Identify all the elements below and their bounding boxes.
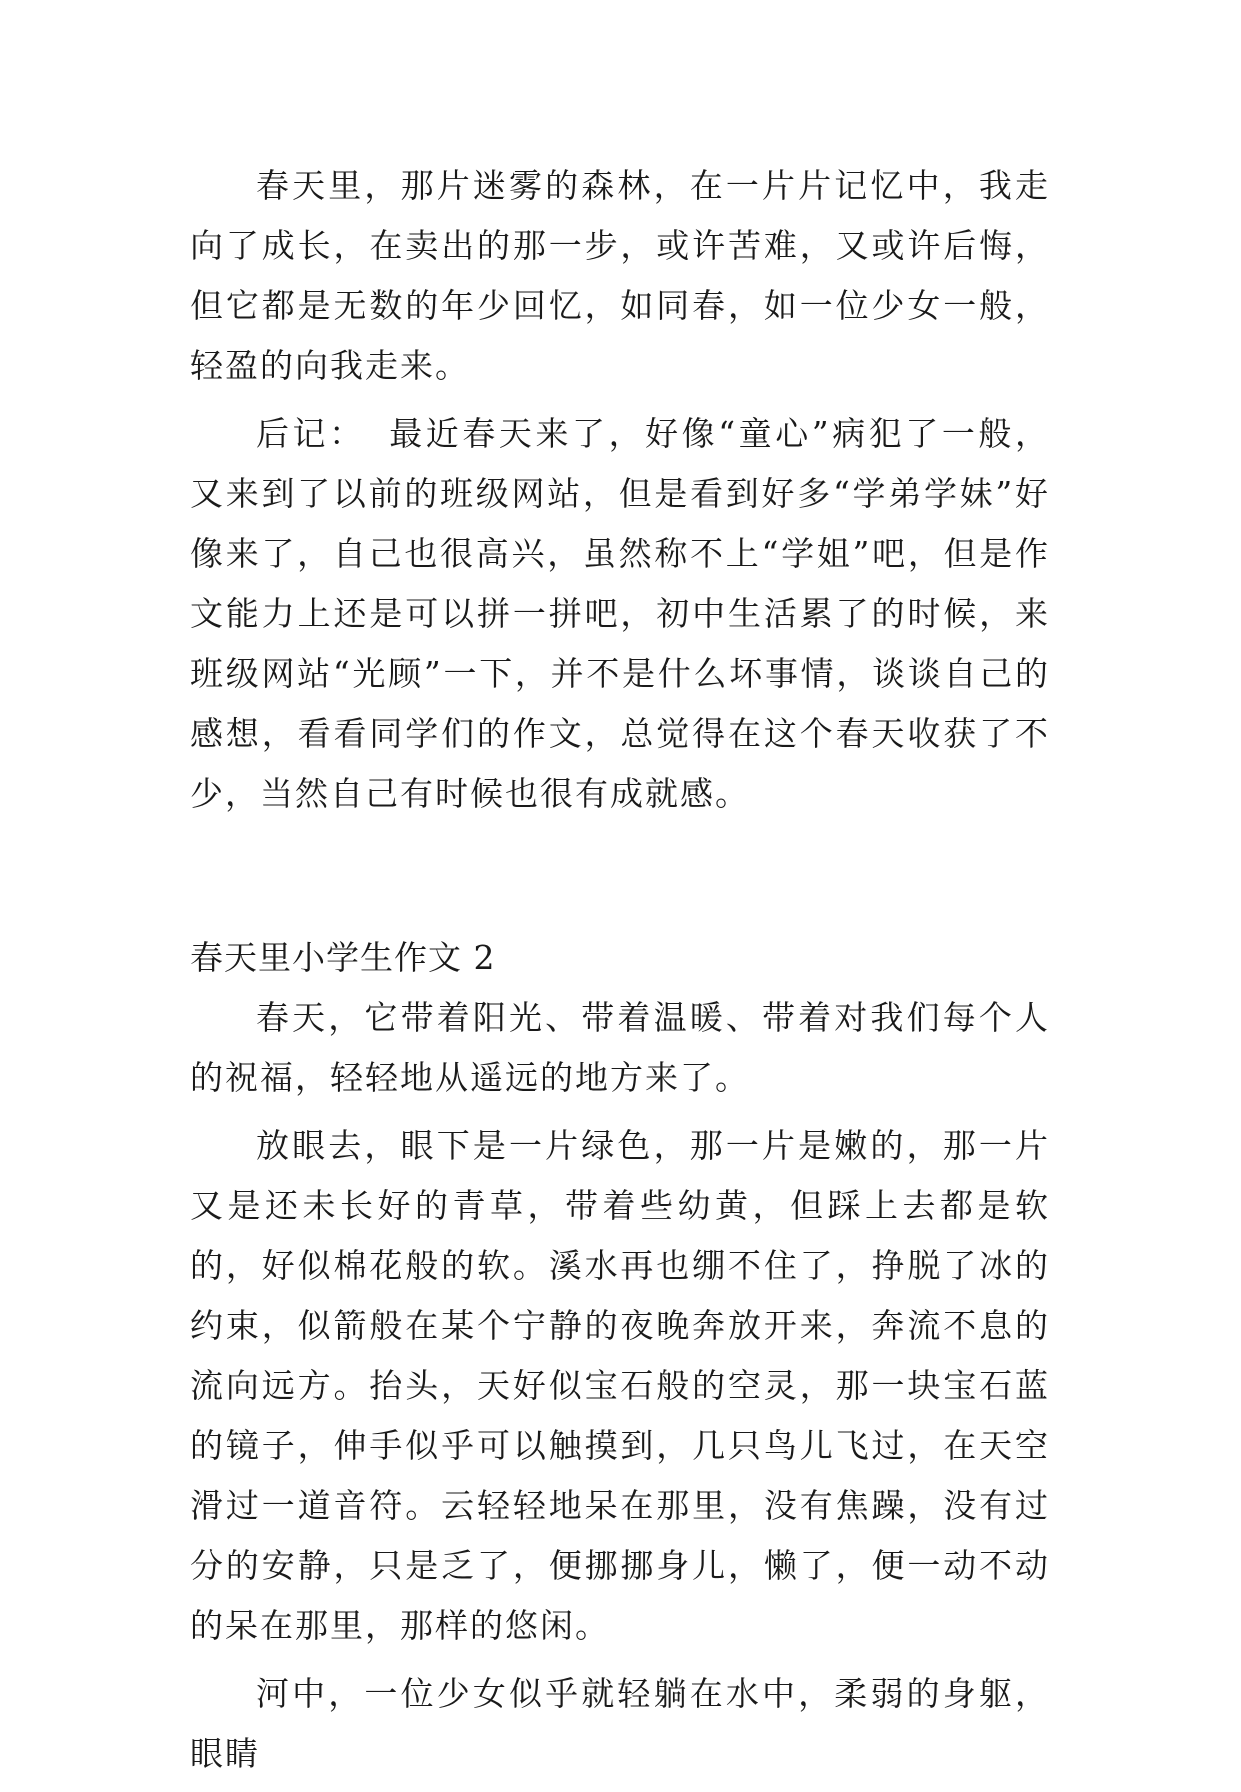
afterword-label: 后记： [256,414,366,453]
body-paragraph-1: 春天里，那片迷雾的森林，在一片片记忆中，我走向了成长，在卖出的那一步，或许苦难，又或许后悔，但它都是无数的年少回忆，如同春，如一位少女一般，轻盈的向我走来。 [190,166,1050,385]
afterword-paragraph [190,404,1050,824]
section-paragraph-1: 春天，它带着阳光、带着温暖、带着对我们每个人的祝福，轻轻地从遥远的地方来了。 [190,998,1050,1097]
document-page [190,156,1050,1792]
section-title: 春天里小学生作文 2 [190,938,496,977]
section-paragraph-2: 放眼去，眼下是一片绿色，那一片是嫩的，那一片又是还未长好的青草，带着些幼黄，但踩上去都是软的，好似棉花般的软。溪水再也绷不住了，挣脱了冰的约束，似箭般在某个宁静的夜晚奔放开来，奔流不息的流向远方。抬头，天好似宝石般的空灵，那一块宝石蓝的镜子，伸手似乎可以触摸到，几只鸟儿飞过，在天空滑过一道音符。云轻轻地呆在那里，没有焦躁，没有过分的安静，只是乏了，便挪挪身儿，懒了，便一动不动的呆在那里，那样的悠闲。 [190,1126,1050,1645]
afterword-text: 最近春天来了，好像“童心”病犯了一般，又来到了以前的班级网站，但是看到好多“学弟学妹”好像来了，自己也很高兴，虽然称不上“学姐”吧，但是作文能力上还是可以拼一拼吧，初中生活累了的时候，来班级网站“光顾”一下，并不是什么坏事情，谈谈自己的感想，看看同学们的作文，总觉得在这个春天收获了不少，当然自己有时候也很有成就感。 [190,414,1050,813]
section-paragraph-3: 河中，一位少女似乎就轻躺在水中，柔弱的身躯，眼睛 [190,1674,1050,1773]
